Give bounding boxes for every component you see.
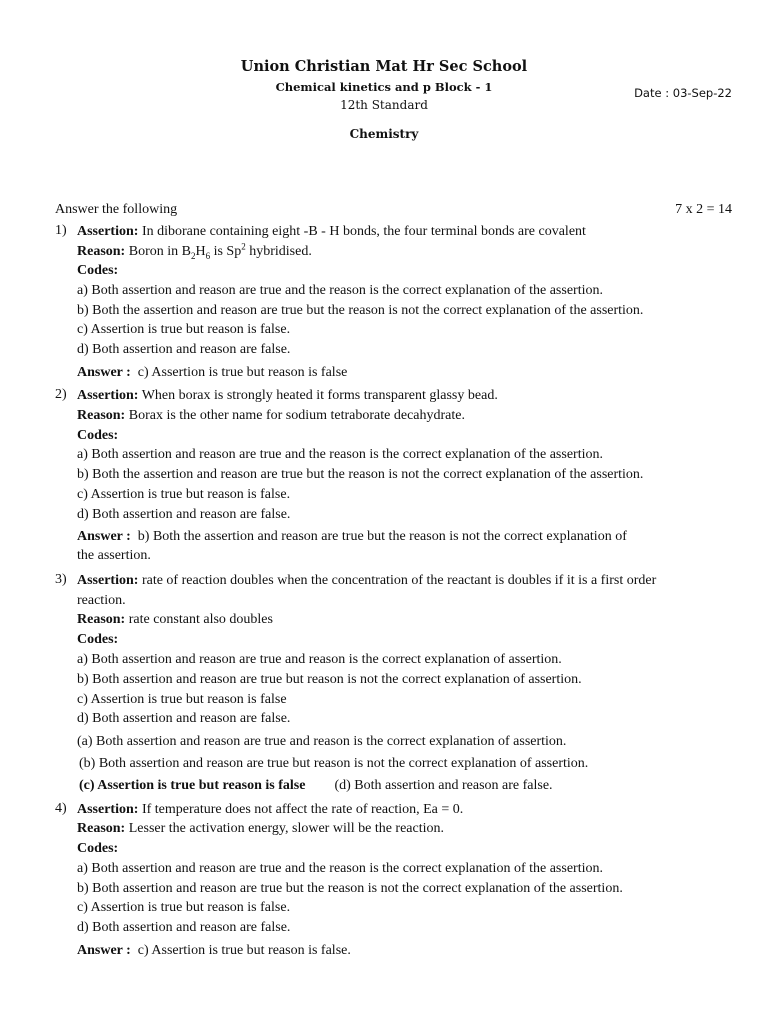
assertion-line xyxy=(77,388,498,404)
assertion-line xyxy=(77,224,586,240)
question-number: 2) xyxy=(55,387,67,402)
code-option-b: b) Both assertion and reason are true but the reason is not the correct explanation of the assertion. xyxy=(77,881,623,896)
answer-text: c) Assertion is true but reason is false. xyxy=(137,943,351,958)
code-option-a: a) Both assertion and reason are true and reason is the correct explanation of assertion. xyxy=(77,652,562,667)
codes-label: Codes: xyxy=(77,263,119,278)
code-option-c: c) Assertion is true but reason is false. xyxy=(77,487,291,502)
standard-label: 12th Standard xyxy=(340,98,428,112)
answer-label: Answer : xyxy=(77,943,131,958)
worksheet-title: Chemical kinetics and p Block - 1 xyxy=(275,80,493,94)
assertion-label: Assertion: xyxy=(77,573,139,588)
code-option-d: d) Both assertion and reason are false. xyxy=(77,920,291,935)
codes-label: Codes: xyxy=(77,428,119,443)
reason-label: Reason: xyxy=(77,244,126,259)
answer-option-a: (a) Both assertion and reason are true and reason is the correct explanation of assertion. xyxy=(77,734,567,749)
code-option-b: b) Both the assertion and reason are true but the reason is not the correct explanation of the assertion. xyxy=(77,303,644,318)
code-option-a: a) Both assertion and reason are true and the reason is the correct explanation of the assertion. xyxy=(77,447,603,462)
answer-text: c) Assertion is true but reason is false xyxy=(137,365,348,380)
reason-text: Lesser the activation energy, slower will be the reaction. xyxy=(128,821,445,836)
answer-line xyxy=(77,529,627,545)
codes-label: Codes: xyxy=(77,841,119,856)
reason-line xyxy=(77,821,444,837)
question-number: 4) xyxy=(55,801,67,816)
assertion-text: In diborane containing eight -B - H bonds, the four terminal bonds are covalent xyxy=(141,224,586,239)
code-option-c: c) Assertion is true but reason is false. xyxy=(77,322,291,337)
reason-line xyxy=(77,241,312,261)
answer-text: b) Both the assertion and reason are true but the reason is not the correct explanation of xyxy=(137,529,627,544)
assertion-text: rate of reaction doubles when the concentration of the reactant is doubles if it is a first order xyxy=(141,573,657,588)
assertion-text: When borax is strongly heated it forms transparent glassy bead. xyxy=(141,388,498,403)
date-label: Date : 03-Sep-22 xyxy=(634,86,732,100)
reason-label: Reason: xyxy=(77,612,126,627)
answer-options-cd xyxy=(79,778,553,794)
reason-line xyxy=(77,612,273,628)
assertion-label: Assertion: xyxy=(77,224,139,239)
code-option-d: d) Both assertion and reason are false. xyxy=(77,711,291,726)
code-option-d: d) Both assertion and reason are false. xyxy=(77,342,291,357)
marks-label: 7 x 2 = 14 xyxy=(675,202,732,217)
answer-line xyxy=(77,943,351,959)
answer-label: Answer : xyxy=(77,529,131,544)
code-option-c: c) Assertion is true but reason is false. xyxy=(77,900,291,915)
reason-label: Reason: xyxy=(77,408,126,423)
code-option-a: a) Both assertion and reason are true and the reason is the correct explanation of the assertion. xyxy=(77,283,603,298)
reason-text: rate constant also doubles xyxy=(128,612,273,627)
code-option-a: a) Both assertion and reason are true and the reason is the correct explanation of the assertion. xyxy=(77,861,603,876)
answer-continuation: the assertion. xyxy=(77,548,151,563)
answer-option-d: (d) Both assertion and reason are false. xyxy=(334,778,553,793)
codes-label: Codes: xyxy=(77,632,119,647)
code-option-d: d) Both assertion and reason are false. xyxy=(77,507,291,522)
reason-text: Borax is the other name for sodium tetraborate decahydrate. xyxy=(128,408,465,423)
answer-option-c: (c) Assertion is true but reason is false xyxy=(79,778,306,793)
reason-line xyxy=(77,408,465,424)
answer-option-b: (b) Both assertion and reason are true but reason is not the correct explanation of assertion. xyxy=(79,756,589,771)
assertion-label: Assertion: xyxy=(77,802,139,817)
school-name: Union Christian Mat Hr Sec School xyxy=(240,58,528,75)
answer-line xyxy=(77,365,347,381)
code-option-c: c) Assertion is true but reason is false xyxy=(77,692,287,707)
assertion-line xyxy=(77,573,656,589)
assertion-line xyxy=(77,802,463,818)
reason-text: Boron in $B_2H_6$ is Sp$^2$ hybridised. xyxy=(128,241,312,261)
reason-label: Reason: xyxy=(77,821,126,836)
assertion-label: Assertion: xyxy=(77,388,139,403)
code-option-b: b) Both the assertion and reason are true but the reason is not the correct explanation of the assertion. xyxy=(77,467,644,482)
code-option-b: b) Both assertion and reason are true but reason is not the correct explanation of assertion. xyxy=(77,672,582,687)
assertion-text: If temperature does not affect the rate of reaction, Ea = 0. xyxy=(141,802,464,817)
subject-label: Chemistry xyxy=(349,127,419,141)
instruction-text: Answer the following xyxy=(55,202,178,217)
question-number: 3) xyxy=(55,572,67,587)
assertion-continuation: reaction. xyxy=(77,593,126,608)
answer-label: Answer : xyxy=(77,365,131,380)
question-number: 1) xyxy=(55,223,67,238)
